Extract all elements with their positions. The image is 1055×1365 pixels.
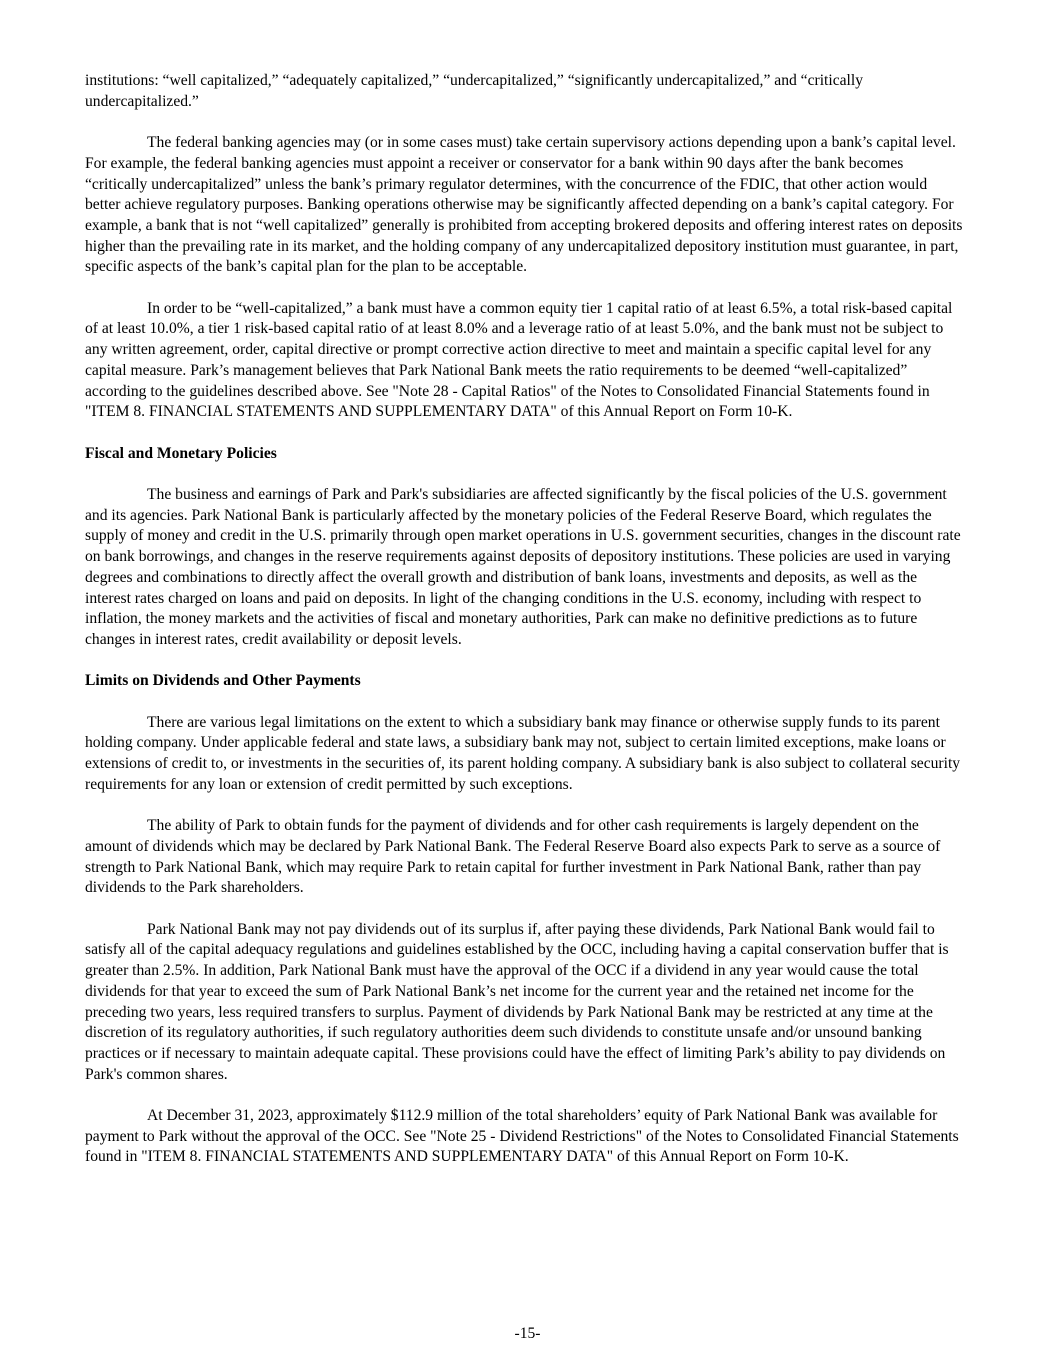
available-equity-paragraph: At December 31, 2023, approximately $112.9 million of the total shareholders’ equity of Park National Bank was available for payment to Park without the approval of the OCC. See "Note 25 - Dividend Restrictions" of the Notes to Consolidated Financial Statements found in "ITEM 8. FINANCIAL STATEMENTS AND SUPPLEMENTARY DATA" of this Annual Report on Form 10-K. [85,1107,959,1166]
well-capitalized-paragraph: In order to be “well-capitalized,” a bank must have a common equity tier 1 capital ratio of at least 6.5%, a total risk-based capital of at least 10.0%, a tier 1 risk-based capital ratio of at least 8.0% and a leverage ratio of at least 5.0%, and the bank must not be subject to any written agreement, order, capital directive or prompt corrective action directive to meet and maintain a specific capital level for any capital measure. Park’s management believes that Park National Bank meets the ratio requirements to be deemed “well-capitalized” according to the guidelines described above. See "Note 28 - Capital Ratios" of the Notes to Consolidated Financial Statements found in "ITEM 8. FINANCIAL STATEMENTS AND SUPPLEMENTARY DATA" of this Annual Report on Form 10-K. [85,299,953,421]
dividend-restrictions-paragraph: Park National Bank may not pay dividends out of its surplus if, after paying these dividends, Park National Bank would fail to satisfy all of the capital adequacy regulations and guidelines established by the OCC, including having a capital conservation buffer that is greater than 2.5%. In addition, Park National Bank must have the approval of the OCC if a dividend in any year would cause the total dividends for that year to exceed the sum of Park National Bank’s net income for the current year and the retained net income for the preceding two years, less required transfers to surplus. Payment of dividends by Park National Bank may be restricted at any time at the discretion of its regulatory authorities, if such regulatory authorities deem such dividends to constitute unsafe and/or unsound banking practices or if necessary to maintain adequate capital. These provisions could have the effect of limiting Park’s ability to pay dividends on Park's common shares. [85,920,949,1083]
dividends-heading: Limits on Dividends and Other Payments [85,672,361,690]
fiscal-monetary-heading: Fiscal and Monetary Policies [85,444,277,462]
page-number: -15- [514,1325,541,1342]
opening-paragraph: institutions: “well capitalized,” “adequately capitalized,” “undercapitalized,” “significantly undercapitalized,” and “critically undercapitalized.” [85,72,864,110]
supervisory-actions-paragraph: The federal banking agencies may (or in some cases must) take certain supervisory actions depending upon a bank’s capital level. For example, the federal banking agencies must appoint a receiver or conservator for a bank within 90 days after the bank becomes “critically undercapitalized” unless the bank’s primary regulator determines, with the concurrence of the FDIC, that other action would better achieve regulatory purposes. Banking operations otherwise may be significantly affected depending on a bank’s capital category. For example, a bank that is not “well capitalized” generally is prohibited from accepting brokered deposits and offering interest rates on deposits higher than the prevailing rate in its market, and the holding company of any undercapitalized depository institution must guarantee, in part, specific aspects of the bank’s capital plan for the plan to be acceptable. [85,134,963,276]
legal-limitations-paragraph: There are various legal limitations on the extent to which a subsidiary bank may finance or otherwise supply funds to its parent holding company. Under applicable federal and state laws, a subsidiary bank may not, subject to certain limited exceptions, make loans or extensions of credit to, or investments in the securities of, its parent holding company. A subsidiary bank is also subject to collateral security requirements for any loan or extension of credit permitted by such exceptions. [85,713,961,793]
fiscal-monetary-paragraph: The business and earnings of Park and Park's subsidiaries are affected significantly by the fiscal policies of the U.S. government and its agencies. Park National Bank is particularly affected by the monetary policies of the Federal Reserve Board, which regulates the supply of money and credit in the U.S. primarily through open market operations in U.S. government securities, changes in the discount rate on bank borrowings, and changes in the reserve requirements against deposits of depository institutions. These policies are used in varying degrees and combinations to directly affect the overall growth and distribution of bank loans, investments and deposits, as well as the interest rates charged on loans and paid on deposits. In light of the changing conditions in the U.S. economy, including with respect to inflation, the money markets and the activities of fiscal and monetary authorities, Park can make no definitive predictions as to future changes in interest rates, credit availability or deposit levels. [85,486,961,648]
document-page [85,71,965,1168]
dividend-dependence-paragraph: The ability of Park to obtain funds for the payment of dividends and for other cash requirements is largely dependent on the amount of dividends which may be declared by Park National Bank. The Federal Reserve Board also expects Park to serve as a source of strength to Park National Bank, which may require Park to retain capital for further investment in Park National Bank, rather than pay dividends to the Park shareholders. [85,817,941,897]
